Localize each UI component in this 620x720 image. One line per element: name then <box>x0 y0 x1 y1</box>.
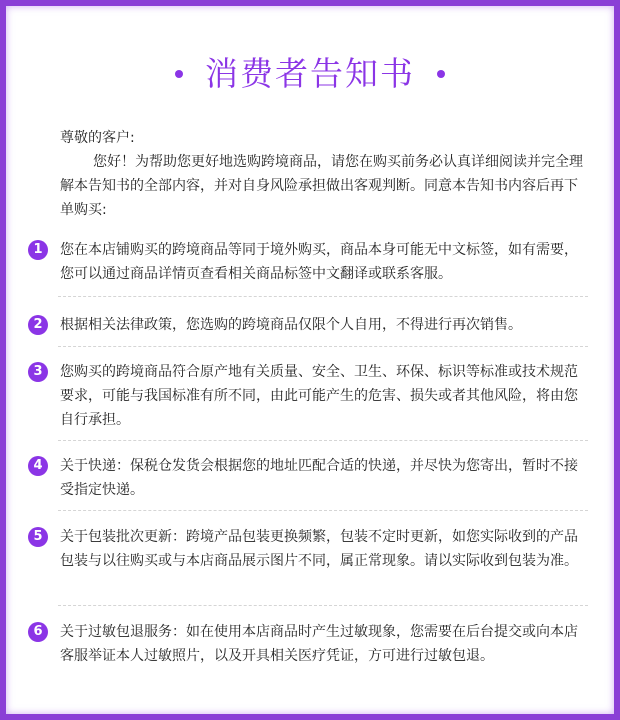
notice-text: 您购买的跨境商品符合原产地有关质量、安全、卫生、环保、标识等标准或技术规范要求，可能与我国标准有所不同，由此可能产生的危害、损失或者其他风险，将由您自行承担。 <box>60 364 578 428</box>
number-badge: 4 <box>28 456 48 476</box>
intro-body: 您好！为帮助您更好地选购跨境商品，请您在购买前务必认真详细阅读并完全理解本告知书的全部内容，并对自身风险承担做出客观判断。同意本告知书内容后再下单购买: <box>60 154 583 218</box>
divider <box>58 440 588 441</box>
right-dot-icon <box>437 70 445 78</box>
divider <box>58 605 588 606</box>
notice-card <box>6 6 614 714</box>
intro <box>60 126 590 222</box>
notice-text: 根据相关法律政策，您选购的跨境商品仅限个人自用，不得进行再次销售。 <box>60 317 522 333</box>
divider <box>58 346 588 347</box>
title-row <box>6 50 614 98</box>
number-badge: 3 <box>28 362 48 382</box>
notice-text: 关于包装批次更新：跨境产品包装更换频繁，包装不定时更新，如您实际收到的产品包装与以往购买或与本店商品展示图片不同，属正常现象。请以实际收到包装为准。 <box>60 529 578 569</box>
greeting: 尊敬的客户: <box>60 130 135 146</box>
divider <box>58 296 588 297</box>
left-dot-icon <box>175 70 183 78</box>
notice-text: 关于过敏包退服务：如在使用本店商品时产生过敏现象，您需要在后台提交或向本店客服举证本人过敏照片，以及开具相关医疗凭证，方可进行过敏包退。 <box>60 624 578 664</box>
notice-text: 关于快递：保税仓发货会根据您的地址匹配合适的快递，并尽快为您寄出，暂时不接受指定快递。 <box>60 458 578 498</box>
notice-text: 您在本店铺购买的跨境商品等同于境外购买，商品本身可能无中文标签，如有需要，您可以通过商品详情页查看相关商品标签中文翻译或联系客服。 <box>60 242 578 282</box>
number-badge: 1 <box>28 240 48 260</box>
page-title: 消费者告知书 <box>205 54 415 93</box>
divider <box>58 510 588 511</box>
number-badge: 6 <box>28 622 48 642</box>
number-badge: 5 <box>28 527 48 547</box>
number-badge: 2 <box>28 315 48 335</box>
